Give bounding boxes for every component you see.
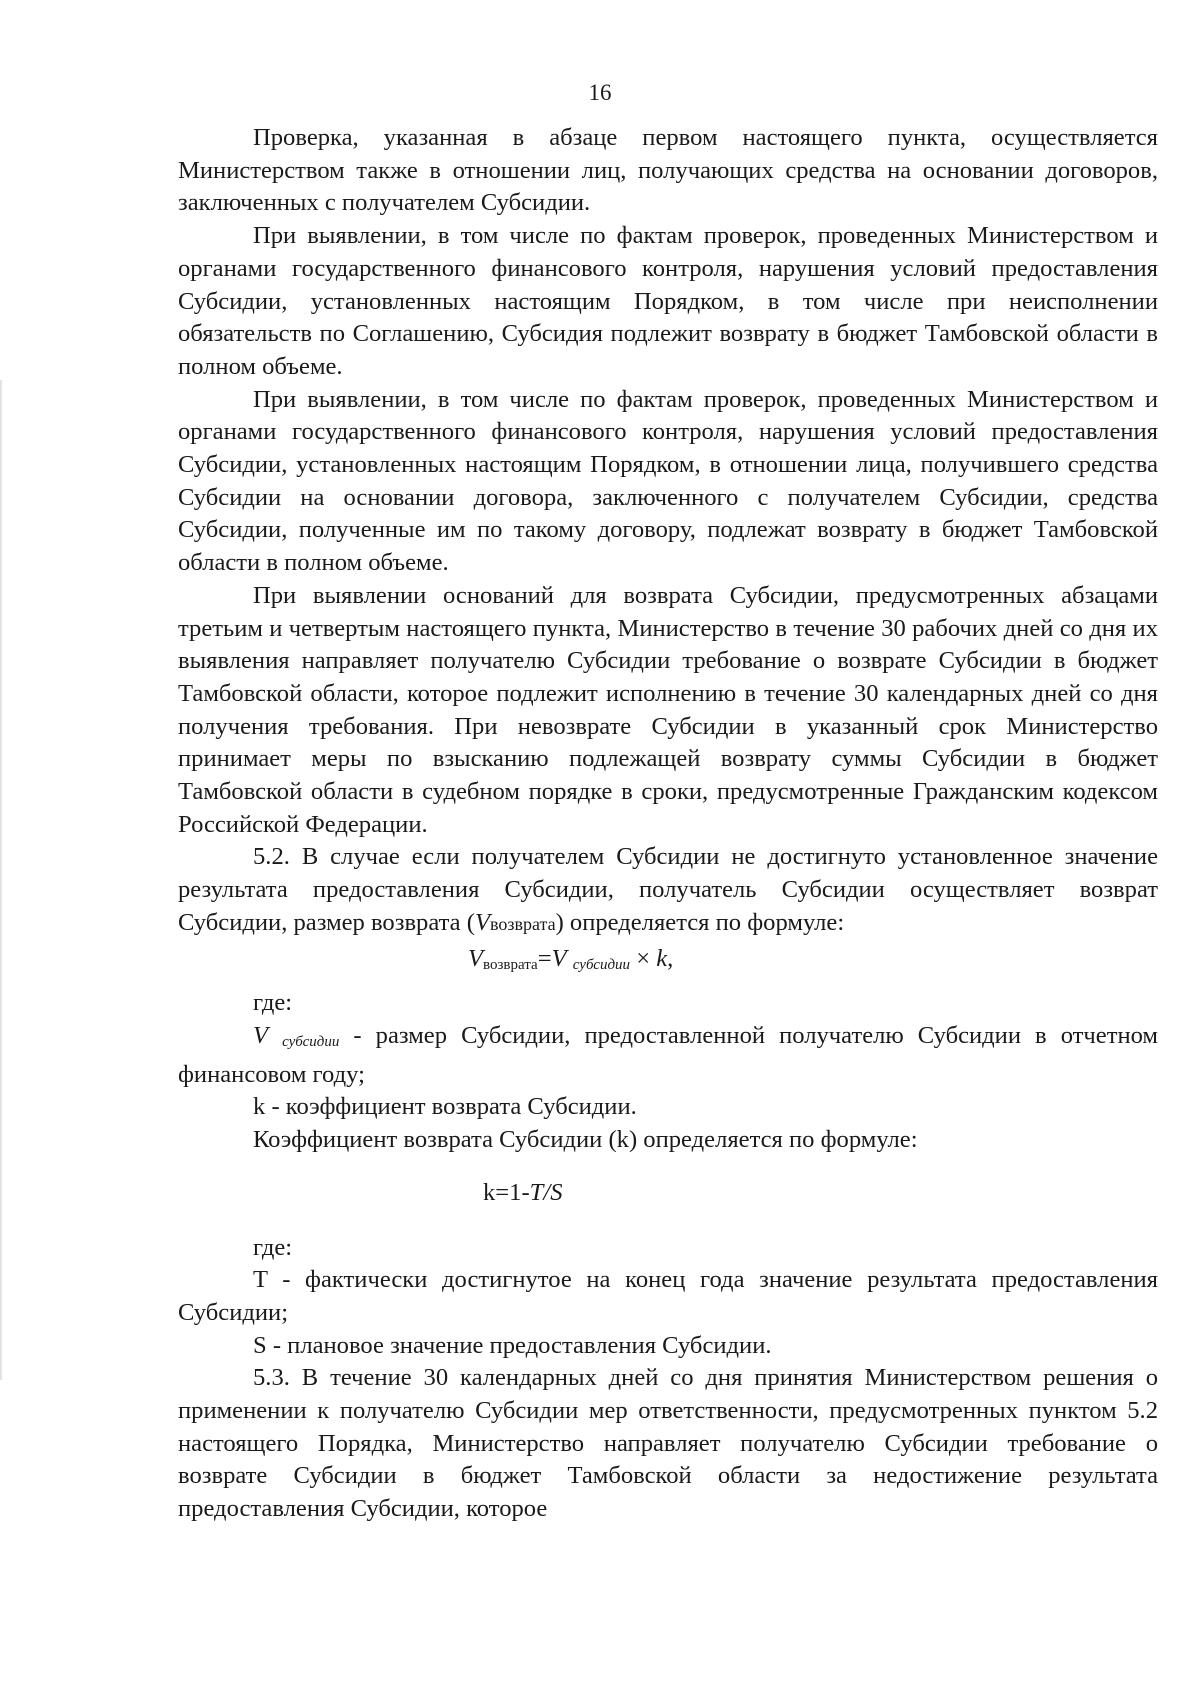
paragraph-5-2-text-before: 5.2. В случае если получателем Субсидии не достигнуто установленное значение результата предоставления Субсидии, получатель Субсидии осуществляет возврат Субсидии, размер возврата (: [178, 843, 1158, 936]
document-body: [178, 122, 1158, 1526]
paragraph-5-2: [178, 841, 1158, 940]
definition-v-subsidy: [178, 1020, 1158, 1091]
where-label-2: где:: [253, 1233, 293, 1261]
definition-v-variable: V: [253, 1021, 269, 1049]
formula-coefficient: [178, 1177, 1158, 1210]
definition-s: S - плановое значение предоставления Субсидии.: [253, 1331, 772, 1359]
formula-k-prefix: k=1-: [483, 1178, 530, 1206]
definition-v-text: - размер Субсидии, предоставленной получателю Субсидии в отчетном финансовом году;: [178, 1021, 1158, 1088]
formula-v-rhs-variable: V: [551, 944, 567, 972]
formula-v-rhs-subscript: субсидии: [572, 956, 631, 973]
paragraph-violation-third-party: При выявлении, в том числе по фактам проверок, проведенных Министерством и органами государственного финансового контроля, нарушения условий предоставления Субсидии, установленных настоящим Порядком, в отношении лица, получившего средства Субсидии на основании договора, заключенного с получателем Субсидии, средства Субсидии, полученные им по такому договору, подлежат возврату в бюджет Тамбовской области в полном объеме.: [178, 385, 1158, 577]
formula-v-lhs-variable: V: [468, 944, 484, 972]
coefficient-intro: Коэффициент возврата Субсидии (k) определяется по формуле:: [253, 1126, 918, 1154]
definition-k: k - коэффициент возврата Субсидии.: [253, 1093, 637, 1121]
formula-v-multiply: ×: [630, 944, 657, 972]
paragraph-5-2-text-after: ) определяется по формуле:: [555, 908, 845, 936]
return-volume-variable: V: [474, 908, 490, 936]
definition-v-subscript: субсидии: [282, 1033, 340, 1050]
formula-return-volume: [178, 943, 1158, 982]
formula-v-coefficient: k: [656, 944, 668, 972]
paragraph-verification: Проверка, указанная в абзаце первом настоящего пункта, осуществляется Министерством также в отношении лиц, получающих средства на основании договоров, заключенных с получателем Субсидии.: [178, 124, 1158, 217]
formula-k-slash: /: [543, 1178, 551, 1206]
definition-t: T - фактически достигнутое на конец года значение результата предоставления Субсидии;: [178, 1266, 1158, 1326]
paragraph-return-procedure: При выявлении оснований для возврата Субсидии, предусмотренных абзацами третьим и четвертым настоящего пункта, Министерство в течение 30 рабочих дней со дня их выявления направляет получателю Субсидии требование о возврате Субсидии в бюджет Тамбовской области, которое подлежит исполнению в течение 30 календарных дней со дня получения требования. При невозврате Субсидии в указанный срок Министерство принимает меры по взысканию подлежащей возврату суммы Субсидии в бюджет Тамбовской области в судебном порядке в сроки, предусмотренные Гражданским кодексом Российской Федерации.: [178, 581, 1158, 838]
scan-edge-shadow: [0, 380, 3, 1380]
formula-k-t: T: [529, 1178, 544, 1206]
page-number: 16: [588, 80, 612, 105]
where-label-1: где:: [253, 989, 293, 1017]
formula-v-equals: =: [537, 944, 552, 972]
return-volume-subscript: возврата: [489, 913, 556, 934]
paragraph-violation-recipient: При выявлении, в том числе по фактам проверок, проведенных Министерством и органами государственного финансового контроля, нарушения условий предоставления Субсидии, установленных настоящим Порядком, в том числе при неисполнении обязательств по Соглашению, Субсидия подлежит возврату в бюджет Тамбовской области в полном объеме.: [178, 222, 1158, 380]
paragraph-5-3: 5.3. В течение 30 календарных дней со дня принятия Министерством решения о применении к получателю Субсидии мер ответственности, предусмотренных пунктом 5.2 настоящего Порядка, Министерство направляет получателю Субсидии требование о возврате Субсидии в бюджет Тамбовской области за недостижение результата предоставления Субсидии, которое: [178, 1364, 1158, 1523]
formula-v-comma: ,: [667, 944, 674, 972]
formula-k-s: S: [550, 1178, 563, 1206]
formula-v-lhs-subscript: возврата: [483, 956, 538, 973]
